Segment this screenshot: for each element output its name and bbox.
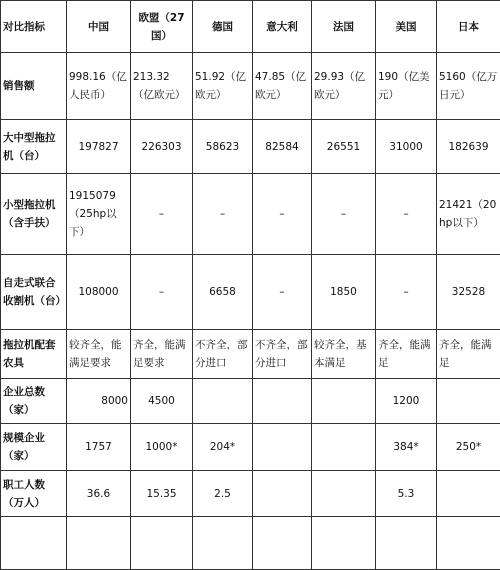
blank-cell bbox=[437, 517, 500, 570]
table-cell: 197827 bbox=[67, 120, 131, 174]
table-cell: – bbox=[376, 255, 437, 330]
table-cell: 998.16（亿人民币） bbox=[67, 53, 131, 120]
blank-cell bbox=[131, 517, 193, 570]
table-cell: 204* bbox=[193, 424, 253, 471]
table-cell: 51.92（亿欧元） bbox=[193, 53, 253, 120]
table-cell: 不齐全，部分进口 bbox=[253, 330, 312, 379]
table-cell: 108000 bbox=[67, 255, 131, 330]
table-cell: 384* bbox=[376, 424, 437, 471]
table-cell: 213.32（亿欧元） bbox=[131, 53, 193, 120]
table-cell: – bbox=[253, 255, 312, 330]
row-label: 规模企业（家） bbox=[1, 424, 67, 471]
table-cell: – bbox=[253, 174, 312, 255]
blank-cell bbox=[253, 517, 312, 570]
table-cell: 6658 bbox=[193, 255, 253, 330]
row-label: 职工人数（万人） bbox=[1, 471, 67, 517]
table-cell: 1200 bbox=[376, 379, 437, 424]
table-row bbox=[1, 379, 500, 424]
table-cell: 较齐全，基本满足 bbox=[312, 330, 376, 379]
table-cell: 250* bbox=[437, 424, 500, 471]
table-row bbox=[1, 330, 500, 379]
country-header-eu: 欧盟（27国） bbox=[131, 1, 193, 53]
row-label: 小型拖拉机（含手扶） bbox=[1, 174, 67, 255]
table-row bbox=[1, 424, 500, 471]
blank-cell bbox=[67, 517, 131, 570]
metric-header: 对比指标 bbox=[1, 1, 67, 53]
table-cell: 58623 bbox=[193, 120, 253, 174]
row-label: 企业总数（家） bbox=[1, 379, 67, 424]
blank-cell bbox=[376, 517, 437, 570]
table-cell: 31000 bbox=[376, 120, 437, 174]
table-cell: 1757 bbox=[67, 424, 131, 471]
blank-cell bbox=[312, 517, 376, 570]
row-label: 拖拉机配套农具 bbox=[1, 330, 67, 379]
table-cell: 82584 bbox=[253, 120, 312, 174]
header-row bbox=[1, 1, 500, 53]
table-cell: 较齐全，能满足要求 bbox=[67, 330, 131, 379]
table-cell bbox=[253, 379, 312, 424]
table-cell: 8000 bbox=[67, 379, 131, 424]
country-header-japan: 日本 bbox=[437, 1, 500, 53]
table-cell bbox=[312, 379, 376, 424]
table-cell: 15.35 bbox=[131, 471, 193, 517]
table-cell: – bbox=[376, 174, 437, 255]
table-row bbox=[1, 120, 500, 174]
row-label: 自走式联合收割机（台） bbox=[1, 255, 67, 330]
table-cell: 1915079（25hp以下） bbox=[67, 174, 131, 255]
country-header-france: 法国 bbox=[312, 1, 376, 53]
country-header-china: 中国 bbox=[67, 1, 131, 53]
table-cell: – bbox=[131, 255, 193, 330]
table-cell: 不齐全，部分进口 bbox=[193, 330, 253, 379]
blank-cell bbox=[193, 517, 253, 570]
table-cell: 1850 bbox=[312, 255, 376, 330]
table-cell bbox=[312, 424, 376, 471]
table-cell: 齐全，能满足要求 bbox=[131, 330, 193, 379]
table-cell: 21421（20hp以下） bbox=[437, 174, 500, 255]
table-cell: 47.85（亿欧元） bbox=[253, 53, 312, 120]
blank-row bbox=[1, 517, 500, 570]
table-cell: 5160（亿万日元） bbox=[437, 53, 500, 120]
table-cell bbox=[437, 379, 500, 424]
blank-cell bbox=[1, 517, 67, 570]
table-cell: 26551 bbox=[312, 120, 376, 174]
table-cell bbox=[193, 379, 253, 424]
table-cell: 1000* bbox=[131, 424, 193, 471]
table-cell bbox=[312, 471, 376, 517]
row-label: 大中型拖拉机（台） bbox=[1, 120, 67, 174]
table-cell: – bbox=[312, 174, 376, 255]
table-cell: 36.6 bbox=[67, 471, 131, 517]
table-cell: 32528 bbox=[437, 255, 500, 330]
table-row bbox=[1, 471, 500, 517]
table-cell: 190（亿美元） bbox=[376, 53, 437, 120]
table-cell bbox=[253, 471, 312, 517]
table-row bbox=[1, 53, 500, 120]
table-cell: 226303 bbox=[131, 120, 193, 174]
table-row bbox=[1, 174, 500, 255]
table-cell bbox=[253, 424, 312, 471]
table-row bbox=[1, 255, 500, 330]
table-cell: – bbox=[131, 174, 193, 255]
table-cell: 182639 bbox=[437, 120, 500, 174]
table-cell: 2.5 bbox=[193, 471, 253, 517]
table-cell: 齐全，能满足 bbox=[376, 330, 437, 379]
table-cell: 齐全，能满足 bbox=[437, 330, 500, 379]
table-cell: 4500 bbox=[131, 379, 193, 424]
table-cell bbox=[437, 471, 500, 517]
country-header-usa: 美国 bbox=[376, 1, 437, 53]
country-header-italy: 意大利 bbox=[253, 1, 312, 53]
row-label: 销售额 bbox=[1, 53, 67, 120]
table-cell: – bbox=[193, 174, 253, 255]
table-cell: 29.93（亿欧元） bbox=[312, 53, 376, 120]
country-header-germany: 德国 bbox=[193, 1, 253, 53]
table-cell: 5.3 bbox=[376, 471, 437, 517]
